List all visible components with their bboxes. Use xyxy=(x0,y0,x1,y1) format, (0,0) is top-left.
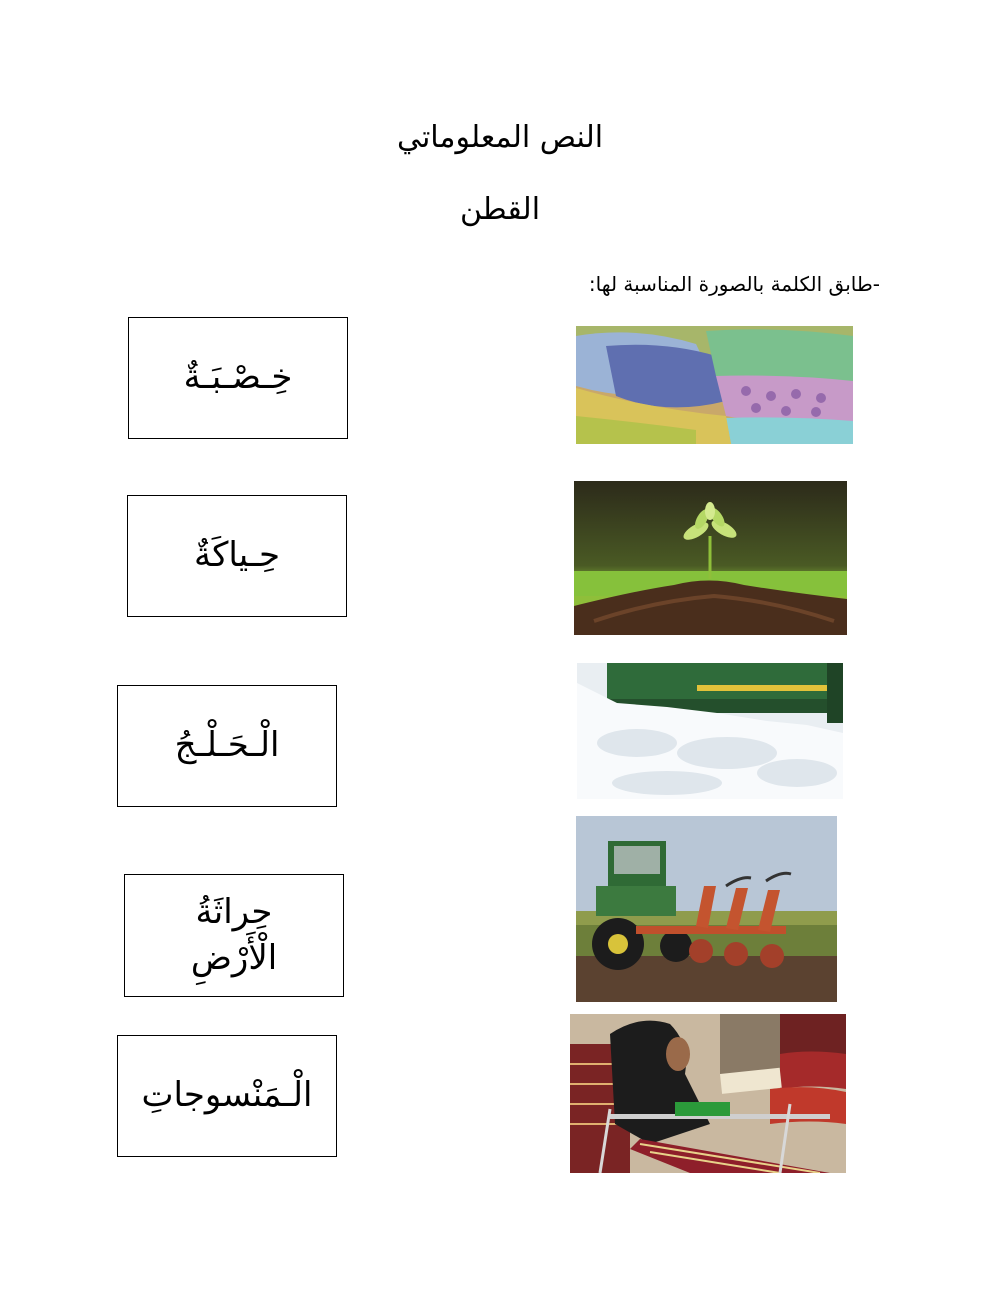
fabrics-image[interactable] xyxy=(576,326,853,444)
word-label: حِـياكَةٌ xyxy=(194,535,281,576)
page-title: النص المعلوماتي xyxy=(396,120,604,155)
word-label: خِـصْـبَـةٌ xyxy=(183,357,293,398)
word-box-2[interactable] xyxy=(127,495,347,617)
word-box-3[interactable] xyxy=(117,685,337,807)
word-box-4[interactable] xyxy=(124,874,344,997)
word-box-5[interactable] xyxy=(117,1035,337,1157)
page-subtitle: القطن xyxy=(459,192,541,227)
word-box-1[interactable] xyxy=(128,317,348,439)
word-label: الْـمَنْسوجاتِ xyxy=(141,1075,313,1116)
word-label: حِراثَةُ الْأَرْضِ xyxy=(190,891,278,978)
seedling-image[interactable] xyxy=(574,481,847,635)
weaving-image[interactable] xyxy=(570,1014,846,1173)
instruction-text: -طابق الكلمة بالصورة المناسبة لها: xyxy=(588,272,880,296)
word-label: الْـحَـلْـجُ xyxy=(174,725,280,766)
tractor-image[interactable] xyxy=(576,816,837,1002)
cotton-gin-image[interactable] xyxy=(577,663,843,799)
